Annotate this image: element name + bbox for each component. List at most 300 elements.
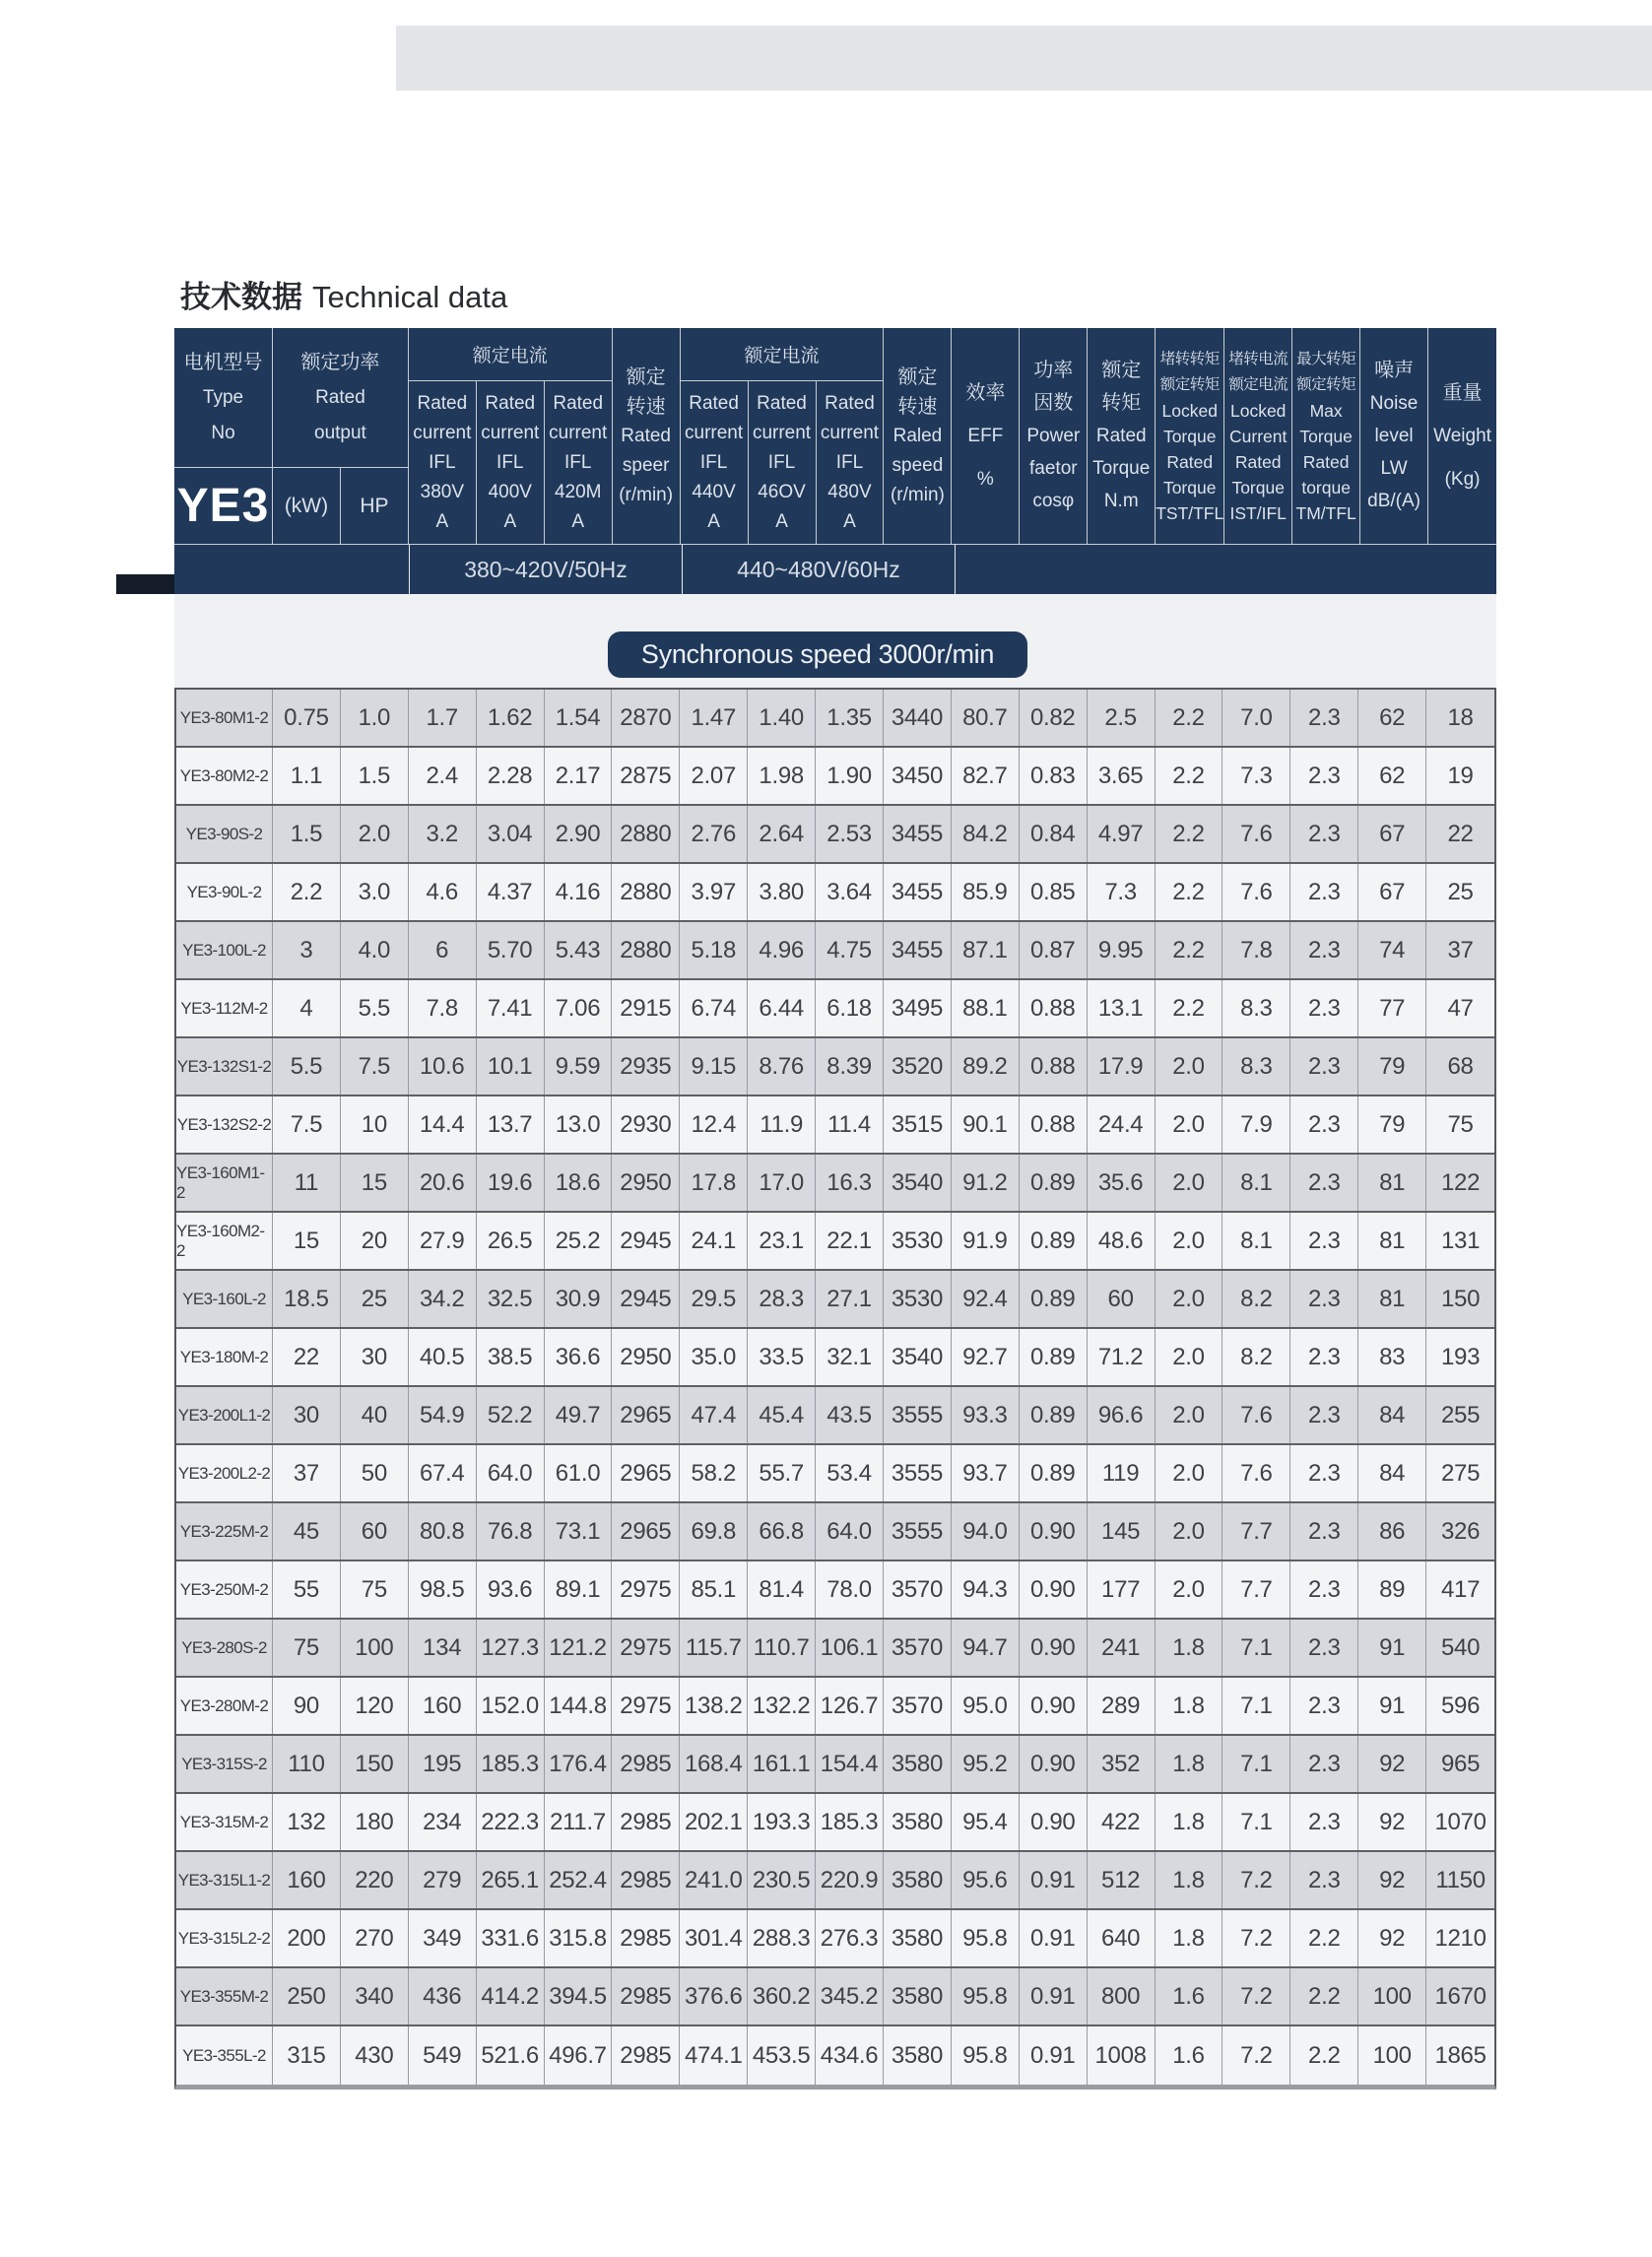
- table-cell: 95.6: [952, 1852, 1020, 1908]
- table-cell: 2.3: [1290, 1445, 1358, 1501]
- header-line: current: [752, 422, 812, 443]
- table-cell: 122: [1440, 1168, 1481, 1196]
- header-current-460v: [749, 381, 817, 544]
- row-model: YE3-112M-2: [176, 980, 273, 1036]
- table-cell: 11.4: [816, 1096, 884, 1153]
- table-cell: 3455: [884, 864, 952, 920]
- table-cell: 81.4: [748, 1561, 816, 1618]
- header-max-torque-ratio: [1292, 328, 1360, 544]
- table-cell: 200: [273, 1910, 341, 1966]
- table-cell: 2950: [612, 1155, 680, 1211]
- table-cell: 2.0: [1156, 1329, 1223, 1385]
- table-cell: 93.7: [952, 1445, 1020, 1501]
- header-line: 重量: [1442, 381, 1483, 404]
- table-cell: 7.9: [1222, 1096, 1290, 1153]
- table-cell: 73.1: [545, 1503, 613, 1560]
- table-cell: 30: [341, 1329, 409, 1385]
- table-cell: 3455: [884, 806, 952, 862]
- table-cell: 1.8: [1156, 1910, 1223, 1966]
- table-cell: 1.98: [748, 748, 816, 804]
- header-line: 最大转矩: [1296, 350, 1356, 367]
- header-line: Torque: [1299, 426, 1353, 446]
- table-body: [174, 688, 1496, 2090]
- table-cell: 6.18: [816, 980, 884, 1036]
- header-line: (r/min): [619, 484, 674, 505]
- header-line: A: [503, 510, 517, 532]
- table-cell: 7.6: [1222, 1445, 1290, 1501]
- table-cell: 512: [1088, 1852, 1156, 1908]
- table-cell: 1210: [1434, 1924, 1487, 1952]
- table-row: [176, 806, 1494, 864]
- table-cell: 3540: [884, 1329, 952, 1385]
- row-model: YE3-280S-2: [176, 1620, 273, 1676]
- table-cell: 22: [1447, 820, 1474, 847]
- table-cell: 345.2: [816, 1968, 884, 2025]
- table-cell: 474.1: [680, 2026, 748, 2085]
- table-cell: 4.75: [816, 922, 884, 978]
- table-cell: 91.2: [952, 1155, 1020, 1211]
- table-cell: 60: [341, 1503, 409, 1560]
- table-cell: 45.4: [748, 1387, 816, 1443]
- header-line: Rated: [757, 392, 807, 414]
- table-cell: 3440: [884, 690, 952, 746]
- header-line: 额定转矩: [1159, 375, 1220, 393]
- row-model: YE3-250M-2: [176, 1561, 273, 1618]
- table-cell: 85.1: [680, 1561, 748, 1618]
- table-cell: 7.2: [1222, 1910, 1290, 1966]
- header-line: 电机型号: [183, 351, 263, 373]
- table-cell: 119: [1088, 1445, 1156, 1501]
- table-cell: 8.76: [748, 1038, 816, 1095]
- table-cell: 5.18: [680, 922, 748, 978]
- table-cell: 193: [1440, 1343, 1481, 1370]
- table-cell: 0.89: [1020, 1155, 1088, 1211]
- table-cell: 8.2: [1222, 1329, 1290, 1385]
- table-cell: 1.8: [1156, 1736, 1223, 1792]
- table-row: [176, 1445, 1494, 1503]
- table-cell: 8.39: [816, 1038, 884, 1095]
- table-cell: 134: [409, 1620, 477, 1676]
- header-line: Torque: [1092, 458, 1151, 479]
- table-cell: 145: [1088, 1503, 1156, 1560]
- table-cell: 270: [341, 1910, 409, 1966]
- table-cell: 10.6: [409, 1038, 477, 1095]
- row-model: YE3-180M-2: [176, 1329, 273, 1385]
- table-cell: 7.3: [1088, 864, 1156, 920]
- table-row: [176, 864, 1494, 922]
- table-cell: 640: [1088, 1910, 1156, 1966]
- header-line: 420M: [554, 481, 602, 502]
- table-cell: 9.95: [1088, 922, 1156, 978]
- row-model: YE3-160M1-2: [176, 1155, 273, 1211]
- table-cell: 5.5: [273, 1038, 341, 1095]
- header-rated-speed-60hz: [884, 328, 952, 544]
- table-cell: 2965: [612, 1387, 680, 1443]
- table-cell: 7.2: [1222, 1968, 1290, 2025]
- header-line: Torque: [1162, 426, 1217, 446]
- page-title-zh: 技术数据: [180, 280, 302, 314]
- table-cell: 1.1: [273, 748, 341, 804]
- table-cell: 288.3: [748, 1910, 816, 1966]
- table-cell: 94.3: [952, 1561, 1020, 1618]
- table-cell: 340: [341, 1968, 409, 2025]
- table-cell: 2945: [612, 1213, 680, 1269]
- table-cell: 2985: [612, 1852, 680, 1908]
- row-model: YE3-132S1-2: [176, 1038, 273, 1095]
- table-cell: 1.5: [273, 806, 341, 862]
- table-cell: 3580: [884, 1910, 952, 1966]
- header-line: IFL: [429, 451, 456, 473]
- row-model: YE3-160L-2: [176, 1271, 273, 1327]
- table-cell: 2.2: [1156, 922, 1223, 978]
- table-cell: 7.5: [341, 1038, 409, 1095]
- table-cell: 127.3: [477, 1620, 545, 1676]
- header-line: 噪声: [1374, 360, 1415, 381]
- table-cell: 18: [1447, 703, 1474, 731]
- table-cell: 36.6: [545, 1329, 613, 1385]
- table-cell: 414.2: [477, 1968, 545, 2025]
- table-cell: 89.2: [952, 1038, 1020, 1095]
- table-cell: 92: [1358, 1736, 1426, 1792]
- table-cell: 27.1: [816, 1271, 884, 1327]
- table-cell: 1150: [1435, 1866, 1486, 1893]
- table-row: [176, 1271, 1494, 1329]
- table-cell: 326: [1440, 1517, 1481, 1545]
- header-line: LW: [1380, 458, 1408, 479]
- header-line: 46OV: [758, 481, 806, 502]
- table-cell: 7.1: [1222, 1736, 1290, 1792]
- table-cell: 0.75: [273, 690, 341, 746]
- header-line: speed: [892, 454, 944, 476]
- table-cell: 110.7: [748, 1620, 816, 1676]
- table-cell: 8.1: [1222, 1155, 1290, 1211]
- table-cell: 1.8: [1156, 1620, 1223, 1676]
- table-cell: 110: [273, 1736, 341, 1792]
- table-cell: 60: [1088, 1271, 1156, 1327]
- table-cell: 0.90: [1020, 1794, 1088, 1850]
- table-cell: 2.3: [1290, 1329, 1358, 1385]
- table-cell: 1.0: [341, 690, 409, 746]
- table-cell: 2.0: [1156, 1213, 1223, 1269]
- table-cell: 7.7: [1222, 1561, 1290, 1618]
- table-cell: 67.4: [409, 1445, 477, 1501]
- table-cell: 91: [1358, 1678, 1426, 1734]
- table-cell: 132: [273, 1794, 341, 1850]
- table-cell: 11.9: [748, 1096, 816, 1153]
- table-cell: 154.4: [816, 1736, 884, 1792]
- table-cell: 2985: [612, 1968, 680, 2025]
- header-line: 440V: [692, 481, 736, 502]
- table-cell: 2.0: [1156, 1271, 1223, 1327]
- table-cell: 7.2: [1222, 1852, 1290, 1908]
- row-model: YE3-280M-2: [176, 1678, 273, 1734]
- table-cell: 0.84: [1020, 806, 1088, 862]
- table-cell: 64.0: [477, 1445, 545, 1501]
- table-cell: 0.89: [1020, 1271, 1088, 1327]
- table-cell: 33.5: [748, 1329, 816, 1385]
- row-model: YE3-200L2-2: [176, 1445, 273, 1501]
- table-cell: 84.2: [952, 806, 1020, 862]
- table-cell: 87.1: [952, 922, 1020, 978]
- table-cell: 289: [1088, 1678, 1156, 1734]
- table-cell: 430: [341, 2026, 409, 2085]
- table-cell: 7.0: [1222, 690, 1290, 746]
- table-cell: 1008: [1088, 2026, 1156, 2085]
- row-model: YE3-315S-2: [176, 1736, 273, 1792]
- table-cell: 75: [273, 1620, 341, 1676]
- table-cell: 2.3: [1290, 922, 1358, 978]
- table-cell: 211.7: [545, 1794, 613, 1850]
- table-cell: 92.7: [952, 1329, 1020, 1385]
- header-line: Rated: [621, 425, 671, 446]
- header-line: 效率: [965, 381, 1006, 404]
- header-line: 转矩: [1101, 392, 1142, 414]
- table-cell: 106.1: [816, 1620, 884, 1676]
- table-cell: 0.89: [1020, 1387, 1088, 1443]
- header-rated-speed-50hz: [613, 328, 681, 544]
- table-cell: 3.80: [748, 864, 816, 920]
- table-cell: 86: [1358, 1503, 1426, 1560]
- row-model: YE3-200L1-2: [176, 1387, 273, 1443]
- table-row: [176, 748, 1494, 806]
- table-cell: 453.5: [748, 2026, 816, 2085]
- table-cell: 71.2: [1088, 1329, 1156, 1385]
- header-line: 额定: [1101, 360, 1142, 381]
- table-cell: 7.06: [545, 980, 613, 1036]
- table-cell: 7.7: [1222, 1503, 1290, 1560]
- table-cell: 1070: [1434, 1808, 1487, 1835]
- table-cell: 331.6: [477, 1910, 545, 1966]
- header-line: current: [820, 422, 880, 443]
- table-cell: 96.6: [1088, 1387, 1156, 1443]
- table-cell: 2.3: [1290, 1794, 1358, 1850]
- table-row: [176, 1794, 1494, 1852]
- table-cell: 93.6: [477, 1561, 545, 1618]
- table-cell: 67: [1358, 864, 1426, 920]
- table-cell: 1.47: [680, 690, 748, 746]
- header-kw: (kW): [273, 468, 341, 544]
- header-line: A: [435, 510, 449, 532]
- table-cell: 7.2: [1222, 2026, 1290, 2085]
- header-line: 额定转矩: [1296, 375, 1356, 393]
- table-cell: 434.6: [816, 2026, 884, 2085]
- table-cell: 138.2: [680, 1678, 748, 1734]
- table-cell: 168.4: [680, 1736, 748, 1792]
- header-line: IST/IFL: [1229, 502, 1287, 523]
- row-model: YE3-315L1-2: [176, 1852, 273, 1908]
- table-cell: 81: [1358, 1271, 1426, 1327]
- header-line: Rated: [689, 392, 739, 414]
- table-cell: 55.7: [748, 1445, 816, 1501]
- table-cell: 45: [273, 1503, 341, 1560]
- sync-speed-strip: [174, 594, 1496, 688]
- table-cell: 3570: [884, 1620, 952, 1676]
- table-cell: 75: [341, 1561, 409, 1618]
- table-cell: 49.7: [545, 1387, 613, 1443]
- table-cell: 84: [1358, 1387, 1426, 1443]
- table-cell: 2.3: [1290, 1213, 1358, 1269]
- table-cell: 18.5: [273, 1271, 341, 1327]
- header-rated-torque: [1088, 328, 1156, 544]
- table-cell: 0.82: [1020, 690, 1088, 746]
- table-cell: 7.41: [477, 980, 545, 1036]
- table-cell: 24.4: [1088, 1096, 1156, 1153]
- table-cell: 160: [273, 1852, 341, 1908]
- table-cell: 53.4: [816, 1445, 884, 1501]
- table-cell: 0.91: [1020, 1910, 1088, 1966]
- table-cell: 234: [409, 1794, 477, 1850]
- table-cell: 3580: [884, 1794, 952, 1850]
- table-cell: 2870: [612, 690, 680, 746]
- header-line: Rated: [1234, 451, 1282, 472]
- table-cell: 80.8: [409, 1503, 477, 1560]
- header-line: IFL: [767, 451, 796, 473]
- table-cell: 120: [341, 1678, 409, 1734]
- table-cell: 9.59: [545, 1038, 613, 1095]
- table-cell: 2.3: [1290, 1387, 1358, 1443]
- table-cell: 48.6: [1088, 1213, 1156, 1269]
- table-cell: 2.3: [1290, 806, 1358, 862]
- table-cell: 54.9: [409, 1387, 477, 1443]
- table-cell: 417: [1440, 1575, 1481, 1603]
- table-cell: 74: [1358, 922, 1426, 978]
- table-cell: 10.1: [477, 1038, 545, 1095]
- table-cell: 12.4: [680, 1096, 748, 1153]
- table-cell: 3555: [884, 1503, 952, 1560]
- table-cell: 47: [1447, 994, 1474, 1022]
- table-cell: 1670: [1434, 1982, 1487, 2010]
- table-cell: 2.3: [1290, 1271, 1358, 1327]
- table-cell: 185.3: [816, 1794, 884, 1850]
- technical-data-table: [174, 328, 1496, 2090]
- table-cell: 20.6: [409, 1155, 477, 1211]
- header-line: Power: [1026, 426, 1081, 446]
- table-cell: 0.90: [1020, 1678, 1088, 1734]
- table-cell: 2.07: [680, 748, 748, 804]
- table-cell: 34.2: [409, 1271, 477, 1327]
- header-line: IFL: [563, 451, 592, 473]
- table-cell: 0.90: [1020, 1620, 1088, 1676]
- table-row: [176, 690, 1494, 748]
- page-title: [180, 272, 507, 316]
- header-line: 堵转电流: [1228, 350, 1289, 367]
- table-cell: 2965: [612, 1503, 680, 1560]
- table-cell: 7.8: [1222, 922, 1290, 978]
- table-cell: 3530: [884, 1271, 952, 1327]
- table-row: [176, 1910, 1494, 1968]
- table-row: [176, 1503, 1494, 1561]
- table-cell: 2.2: [1156, 690, 1223, 746]
- table-cell: 82.7: [952, 748, 1020, 804]
- table-cell: 95.2: [952, 1736, 1020, 1792]
- table-cell: 90: [273, 1678, 341, 1734]
- table-cell: 92: [1358, 1910, 1426, 1966]
- header-line: current: [549, 422, 608, 443]
- table-cell: 95.4: [952, 1794, 1020, 1850]
- table-cell: 37: [1447, 936, 1474, 963]
- table-cell: 2.2: [1290, 2026, 1358, 2085]
- table-row: [176, 1329, 1494, 1387]
- header-line: Rated: [485, 392, 536, 414]
- table-cell: 79: [1358, 1096, 1426, 1153]
- voltage-60hz-label: 440~480V/60Hz: [683, 544, 956, 594]
- table-cell: 2880: [612, 806, 680, 862]
- header-line: 额定: [626, 365, 666, 388]
- table-cell: 80.7: [952, 690, 1020, 746]
- row-model: YE3-100L-2: [176, 922, 273, 978]
- table-cell: 7.1: [1222, 1678, 1290, 1734]
- header-line: Rated: [1166, 451, 1214, 472]
- table-cell: 0.90: [1020, 1503, 1088, 1560]
- header-line: A: [707, 510, 720, 532]
- table-cell: 1.7: [409, 690, 477, 746]
- table-cell: 1.40: [748, 690, 816, 746]
- table-header: [174, 328, 1496, 544]
- header-locked-current-ratio: [1224, 328, 1292, 544]
- table-cell: 92: [1358, 1852, 1426, 1908]
- table-cell: 0.90: [1020, 1736, 1088, 1792]
- table-cell: 131: [1440, 1227, 1481, 1254]
- table-row: [176, 1852, 1494, 1910]
- table-cell: 16.3: [816, 1155, 884, 1211]
- header-line: faetor: [1029, 458, 1078, 479]
- table-row: [176, 1968, 1494, 2026]
- table-cell: 176.4: [545, 1736, 613, 1792]
- table-cell: 17.0: [748, 1155, 816, 1211]
- table-row: [176, 922, 1494, 980]
- header-line: 转速: [626, 395, 666, 418]
- table-cell: 3.2: [409, 806, 477, 862]
- table-cell: 79: [1358, 1038, 1426, 1095]
- row-model: YE3-80M2-2: [176, 748, 273, 804]
- table-cell: 2.0: [1156, 1503, 1223, 1560]
- table-cell: 276.3: [816, 1910, 884, 1966]
- table-cell: 1865: [1434, 2041, 1487, 2069]
- table-row: [176, 1736, 1494, 1794]
- header-line: Locked: [1161, 400, 1218, 421]
- table-cell: 85.9: [952, 864, 1020, 920]
- table-cell: 10: [341, 1096, 409, 1153]
- table-cell: 0.88: [1020, 1038, 1088, 1095]
- table-cell: 0.89: [1020, 1329, 1088, 1385]
- header-current-group-60hz: 额定电流: [681, 328, 885, 381]
- header-line: Rated: [825, 392, 875, 414]
- table-cell: 2.2: [1156, 806, 1223, 862]
- header-line: 额定电流: [1228, 375, 1289, 393]
- table-cell: 0.91: [1020, 1968, 1088, 2025]
- header-current-440v: [681, 381, 749, 544]
- table-cell: 3455: [884, 922, 952, 978]
- header-line: Rated: [315, 386, 365, 408]
- table-cell: 2.3: [1290, 980, 1358, 1036]
- table-cell: 100: [1358, 2026, 1426, 2085]
- table-cell: 2.3: [1290, 1678, 1358, 1734]
- table-cell: 1.8: [1156, 1852, 1223, 1908]
- table-cell: 29.5: [680, 1271, 748, 1327]
- table-cell: 75: [1447, 1110, 1474, 1138]
- table-cell: 2.4: [409, 748, 477, 804]
- table-cell: 22: [273, 1329, 341, 1385]
- row-model: YE3-315M-2: [176, 1794, 273, 1850]
- table-cell: 3580: [884, 1968, 952, 2025]
- header-locked-torque-ratio: [1156, 328, 1224, 544]
- table-cell: 68: [1447, 1052, 1474, 1080]
- header-line: level: [1374, 426, 1414, 446]
- table-cell: 279: [409, 1852, 477, 1908]
- header-line: current: [685, 422, 744, 443]
- table-cell: 5.70: [477, 922, 545, 978]
- table-cell: 1.6: [1156, 1968, 1223, 2025]
